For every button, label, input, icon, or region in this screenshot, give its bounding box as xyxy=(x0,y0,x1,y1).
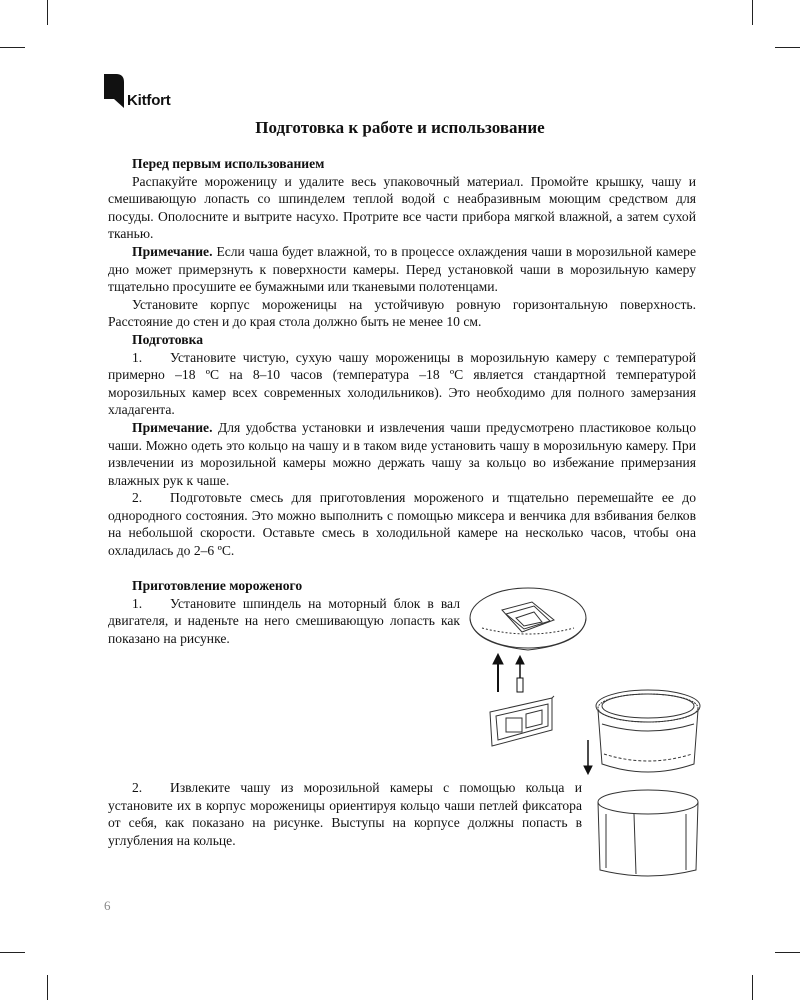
bowl-ring-illustration xyxy=(574,684,710,880)
crop-mark xyxy=(47,0,48,25)
step-1-paragraph xyxy=(108,595,460,648)
note-text: Если чаша будет влажной, то в процессе охлаждения чаши в морозильной камере дно может примерзнуть к поверхности камеры. Перед установкой чаши в морозильную камеру тщательно просушите ее бумажными или тканевыми полотенцами. xyxy=(108,243,696,295)
section-heading-preparation: Подготовка xyxy=(132,331,204,347)
step-number: 2. xyxy=(132,780,143,795)
step-text: Установите чистую, сухую чашу мороженицы в морозильную камеру с температурой примерно –18 ºС на 8–10 часов (температура –18 ºС является стандартной температурой морозильных камер всех современных холодильников). Это необходимо для полного замерзания хладагента. xyxy=(108,349,696,418)
spindle-paddle-illustration xyxy=(462,580,592,760)
crop-mark xyxy=(775,952,800,953)
note-paragraph xyxy=(108,243,696,296)
main-text xyxy=(108,155,696,560)
crop-mark xyxy=(0,47,25,48)
step-number: 1. xyxy=(132,349,143,365)
step-2-paragraph xyxy=(108,489,696,559)
kitfort-logo-icon xyxy=(103,74,125,110)
brand-logo xyxy=(103,74,171,110)
crop-mark xyxy=(752,975,753,1000)
crop-mark xyxy=(47,975,48,1000)
note-paragraph xyxy=(108,419,696,489)
brand-name: Kitfort xyxy=(127,92,171,109)
section-heading-making-ice-cream: Приготовление мороженого xyxy=(132,578,303,593)
step-2-paragraph xyxy=(108,779,582,849)
note-text: Для удобства установки и извлечения чаши предусмотрено пластиковое кольцо чаши. Можно одеть это кольцо на чашу и в таком виде установить чашу в морозильную камеру. При извлечении из морозильной камеры можно держать чашу за кольцо во избежание примерзания влажных рук к чаше. xyxy=(108,419,696,488)
crop-mark xyxy=(752,0,753,25)
step-number: 1. xyxy=(132,595,143,611)
crop-mark xyxy=(0,952,25,953)
step-text: Извлеките чашу из морозильной камеры с помощью кольца и установите их в корпус мороженицы ориентируя кольцо чаши петлей фиксатора от себя, как показано на рисунке. Выступы на корпусе должны попасть в углубления на кольце. xyxy=(108,780,582,848)
note-label: Примечание. xyxy=(132,419,213,435)
step-1-paragraph xyxy=(108,349,696,419)
page-number: 6 xyxy=(104,898,111,913)
ice-cream-step-1-block xyxy=(108,577,460,647)
section-heading-before-first-use: Перед первым использованием xyxy=(132,156,325,171)
crop-mark xyxy=(775,47,800,48)
step-number: 2. xyxy=(132,490,143,506)
note-label: Примечание. xyxy=(132,243,213,259)
step-text: Установите шпиндель на моторный блок в вал двигателя, и наденьте на него смешивающую лопасть как показано на рисунке. xyxy=(108,595,460,646)
paragraph-unpack: Распакуйте мороженицу и удалите весь упаковочный материал. Промойте крышку, чашу и смешивающую лопасть со шпинделем теплой водой с неабразивным моющим средством для посуды. Ополосните и вытрите насухо. Протрите все части прибора мягкой влажной, а затем сухой тканью. xyxy=(108,173,696,242)
paragraph-placement: Установите корпус мороженицы на устойчивую ровную горизонтальную поверхность. Расстояние до стен и до края стола должно быть не менее 10 см. xyxy=(108,296,696,330)
page-title: Подготовка к работе и использование xyxy=(255,118,545,137)
ice-cream-step-2-block xyxy=(108,779,582,849)
step-text: Подготовьте смесь для приготовления мороженого и тщательно перемешайте ее до однородного состояния. Это можно выполнить с помощью миксера и венчика для взбивания белков на небольшой скорости. Оставьте смесь в холодильной камере на несколько часов, чтобы она охладилась до 2–6 ºС. xyxy=(108,490,696,559)
